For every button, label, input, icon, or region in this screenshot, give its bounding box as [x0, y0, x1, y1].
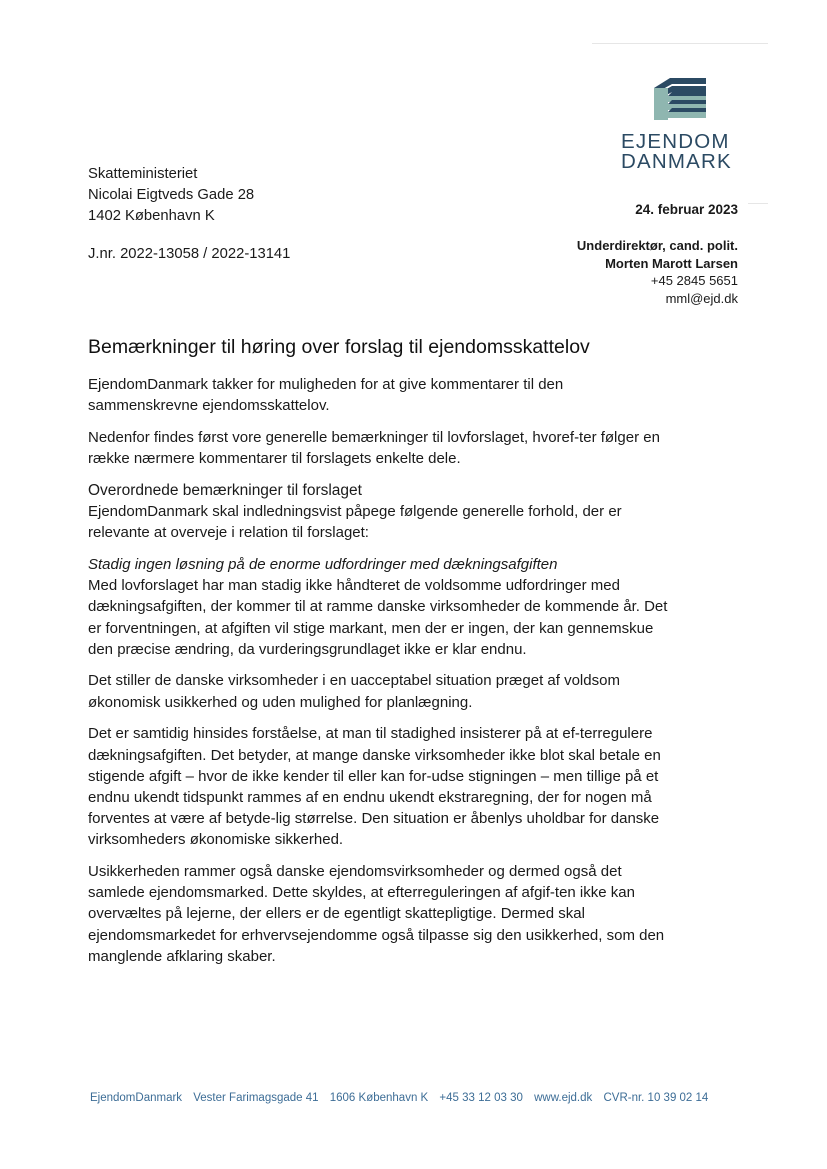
section-1-heading: Overordnede bemærkninger til forslaget	[88, 481, 362, 499]
recipient-line-2: Nicolai Eigtveds Gade 28	[88, 187, 255, 203]
footer-web[interactable]: www.ejd.dk	[534, 1092, 593, 1104]
footer-cvr: CVR-nr. 10 39 02 14	[603, 1092, 709, 1104]
paragraph-2: Nedenfor findes først vore generelle bemærkninger til lovforslaget, hvoref-ter følger en række nærmere kommentarer til forslagets enkelte dele.	[88, 428, 660, 468]
letter-body	[88, 334, 673, 978]
footer-org: EjendomDanmark	[90, 1092, 183, 1104]
date-rule	[748, 203, 768, 204]
section-1	[88, 480, 673, 544]
sender-phone: +45 2845 5651	[650, 273, 738, 288]
ejendom-danmark-logo-icon	[652, 74, 708, 122]
section-1-text: EjendomDanmark skal indledningsvist påpege følgende generelle forhold, der er relevante at overveje i relation til forslaget:	[88, 503, 622, 542]
page-footer	[90, 1092, 750, 1104]
subsection-1-heading: Stadig ingen løsning på de enorme udfordringer med dækningsafgiften	[88, 555, 558, 573]
recipient-line-3: 1402 København K	[88, 208, 215, 224]
paragraph-3: Det stiller de danske virksomheder i en uacceptabel situation præget af voldsom økonomisk usikkerhed og uden mulighed for planlægning.	[88, 672, 620, 711]
paragraph-1: EjendomDanmark takker for muligheden for at give kommentarer til den sammenskrevne ejendomsskattelov.	[88, 376, 564, 415]
footer-city: 1606 København K	[329, 1092, 429, 1104]
recipient-address	[88, 164, 254, 227]
sender-name: Morten Marott Larsen	[605, 255, 738, 271]
logo-wordmark	[621, 132, 739, 172]
recipient-line-1: Skatteministeriet	[88, 166, 198, 182]
sender-block	[577, 237, 738, 307]
letter-date: 24. februar 2023	[635, 202, 738, 217]
header-rule	[592, 43, 768, 44]
sender-email: mml@ejd.dk	[665, 290, 738, 306]
sender-title: Underdirektør, cand. polit.	[576, 238, 738, 253]
reference-number: J.nr. 2022-13058 / 2022-13141	[88, 246, 291, 262]
logo-line-1: EJENDOM	[621, 130, 730, 153]
logo-line-2: DANMARK	[621, 150, 732, 173]
document-title: Bemærkninger til høring over forslag til ejendomsskattelov	[88, 336, 590, 358]
paragraph-5: Usikkerheden rammer også danske ejendomsvirksomheder og dermed også det samlede ejendomsmarked. Dette skyldes, at efterreguleringen af afgif-ten ikke kan overvæltes på lejerne, der ellers er de egentligt skattepligtige. Dermed skal ejendomsmarkedet for erhvervsejendomme også tilpasse sig den usikkerhed, som den manglende afklaring skaber.	[88, 863, 665, 965]
paragraph-4: Det er samtidig hinsides forståelse, at man til stadighed insisterer på at ef-terregulere dækningsafgiften. Det betyder, at mange danske virksomheder ikke blot skal betale en stigende afgift – hvor de ikke kender til eller kan for-udse stigningen – men tillige på et endnu ukendt tidspunkt rammes af en endnu ukendt ekstraregning, der for nogen må forventes at være af betyde-lig størrelse. Den situation er åbenlys uholdbar for danske virksomheders økonomiske sikkerhed.	[88, 725, 661, 849]
subsection-1-text: Med lovforslaget har man stadig ikke håndteret de voldsomme udfordringer med dækningsafgiften, der kommer til at ramme danske virksomheder de kommende år. Det er forventningen, at afgiften vil stige markant, men der er ingen, der kan gennemskue den præcise ændring, da vurderingsgrundlaget ikke er klar endnu.	[88, 577, 668, 658]
footer-street: Vester Farimagsgade 41	[193, 1092, 319, 1104]
footer-phone: +45 33 12 03 30	[439, 1092, 523, 1104]
subsection-1	[88, 554, 673, 660]
